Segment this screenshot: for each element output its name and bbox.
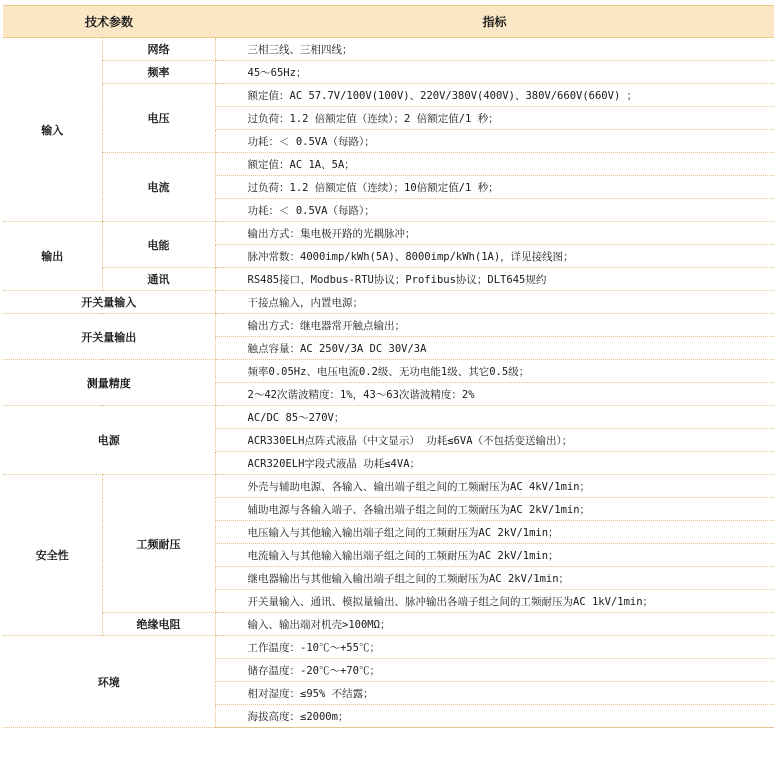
value-cell: 输出方式：继电器常开触点输出； [215,314,774,337]
spec-table [3,5,774,728]
value-cell: 2～42次谐波精度：1%，43～63次谐波精度：2% [215,383,774,406]
value-cell: 储存温度：-20℃～+70℃； [215,659,774,682]
category-safety: 安全性 [3,475,102,636]
value-cell: 过负荷：1.2 倍额定值（连续）；10倍额定值/1 秒； [215,176,774,199]
value-cell: AC/DC 85～270V； [215,406,774,429]
category-accuracy: 测量精度 [3,360,215,406]
value-cell: 海拔高度：≤2000m； [215,705,774,728]
value-cell: 功耗：＜ 0.5VA（每路）； [215,130,774,153]
table-row [3,360,774,383]
sub-voltage: 电压 [102,84,215,153]
value-cell: 脉冲常数：4000imp/kWh(5A)、8000imp/kWh(1A)，详见接线图； [215,245,774,268]
value-cell: 触点容量：AC 250V/3A DC 30V/3A [215,337,774,360]
sub-current: 电流 [102,153,215,222]
value-cell: 电压输入与其他输入输出端子组之间的工频耐压为AC 2kV/1min； [215,521,774,544]
value-cell: 工作温度：-10℃～+55℃； [215,636,774,659]
sub-frequency: 频率 [102,61,215,84]
value-cell: 输入、输出端对机壳>100MΩ； [215,613,774,636]
value-cell: 功耗：＜ 0.5VA（每路）； [215,199,774,222]
table-row [3,153,774,176]
table-row [3,314,774,337]
table-row [3,475,774,498]
value-cell: 三相三线、三相四线； [215,38,774,61]
value-cell: 电流输入与其他输入输出端子组之间的工频耐压为AC 2kV/1min； [215,544,774,567]
value-cell: ACR330ELH点阵式液晶（中文显示） 功耗≤6VA（不包括变送输出）； [215,429,774,452]
value-cell: 辅助电源与各输入端子、各输出端子组之间的工频耐压为AC 2kV/1min； [215,498,774,521]
value-cell: 干接点输入，内置电源； [215,291,774,314]
sub-comm: 通讯 [102,268,215,291]
value-cell: RS485接口、Modbus-RTU协议；Profibus协议；DLT645规约 [215,268,774,291]
category-switch-output: 开关量输出 [3,314,215,360]
sub-network: 网络 [102,38,215,61]
value-cell: 额定值：AC 1A、5A； [215,153,774,176]
value-cell: 频率0.05Hz、电压电流0.2级、无功电能1级、其它0.5级； [215,360,774,383]
table-row [3,222,774,245]
value-cell: 输出方式：集电极开路的光耦脉冲； [215,222,774,245]
table-row [3,268,774,291]
value-cell: 额定值：AC 57.7V/100V(100V)、220V/380V(400V)、380V/660V(660V) ； [215,84,774,107]
value-cell: 开关量输入、通讯、模拟量输出、脉冲输出各端子组之间的工频耐压为AC 1kV/1min； [215,590,774,613]
value-cell: ACR320ELH字段式液晶 功耗≤4VA； [215,452,774,475]
table-row [3,61,774,84]
value-cell: 过负荷：1.2 倍额定值（连续）；2 倍额定值/1 秒； [215,107,774,130]
table-row [3,84,774,107]
table-row [3,38,774,61]
table-row [3,406,774,429]
sub-withstand: 工频耐压 [102,475,215,613]
header-param: 技术参数 [3,6,215,38]
category-power: 电源 [3,406,215,475]
category-output: 输出 [3,222,102,291]
category-input: 输入 [3,38,102,222]
category-environment: 环境 [3,636,215,728]
sub-energy: 电能 [102,222,215,268]
table-row [3,636,774,659]
value-cell: 相对湿度：≤95% 不结露； [215,682,774,705]
table-row [3,613,774,636]
table-header-row [3,6,774,38]
sub-insulation: 绝缘电阻 [102,613,215,636]
value-cell: 外壳与辅助电源、各输入、输出端子组之间的工频耐压为AC 4kV/1min； [215,475,774,498]
category-switch-input: 开关量输入 [3,291,215,314]
header-indicator: 指标 [215,6,774,38]
table-row [3,291,774,314]
value-cell: 继电器输出与其他输入输出端子组之间的工频耐压为AC 2kV/1min； [215,567,774,590]
value-cell: 45～65Hz； [215,61,774,84]
